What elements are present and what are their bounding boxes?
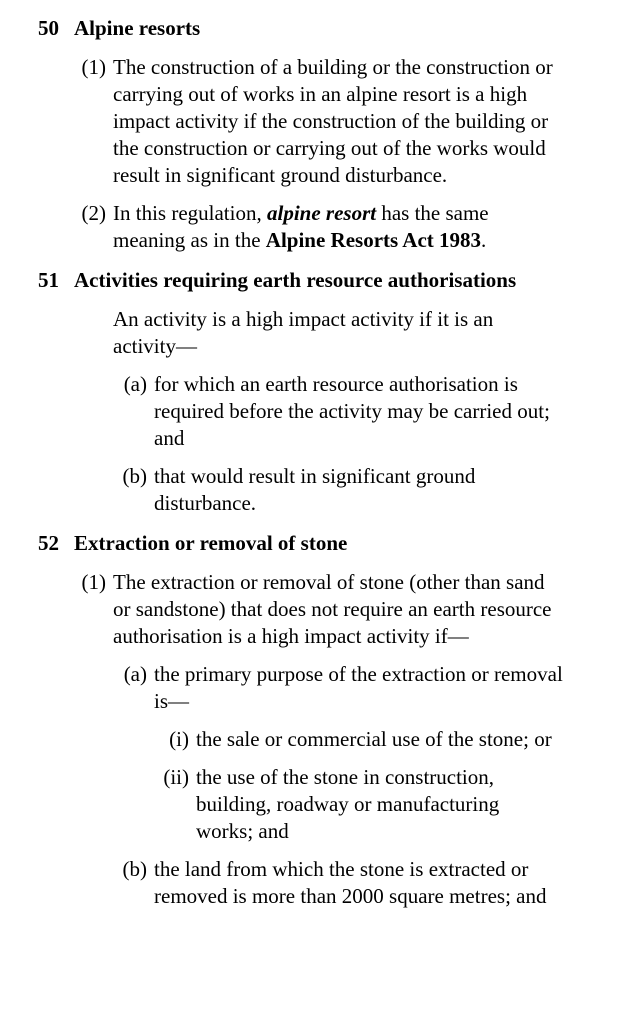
provision-text: The extraction or removal of stone (other than sand or sandstone) that does not require an earth resource authorisation is a high impact activity if— — [113, 570, 552, 648]
provision-label: (2) — [81, 201, 106, 225]
section-title: Activities requiring earth resource authorisations — [74, 268, 517, 292]
provision-text: An activity is a high impact activity if it is an activity— — [113, 307, 494, 358]
provision-label: (a) — [123, 372, 147, 396]
provision — [118, 661, 628, 715]
provision-text: the land from which the stone is extracted or removed is more than 2000 square metres; and — [154, 857, 547, 908]
provision — [78, 54, 628, 189]
provision — [78, 200, 628, 254]
provision-label: (ii) — [163, 765, 189, 789]
section-heading — [0, 15, 628, 42]
provision — [155, 764, 628, 845]
provision — [155, 726, 628, 753]
provision-text: The construction of a building or the construction or carrying out of works in an alpine resort is a high impact activity if the construction of the building or the construction or carrying out of the works would result in significant ground disturbance. — [113, 55, 553, 187]
provision-text: the use of the stone in construction, building, roadway or manufacturing works; and — [196, 765, 500, 843]
provision-label: (b) — [122, 464, 147, 488]
provision — [118, 856, 628, 910]
section-heading — [0, 267, 628, 294]
provision — [113, 306, 628, 360]
provision-label: (b) — [122, 857, 147, 881]
provision-label: (1) — [81, 570, 106, 594]
provision-text: that would result in significant ground disturbance. — [154, 464, 476, 515]
text-run: Alpine Resorts Act 1983 — [265, 228, 482, 252]
provision-text: the primary purpose of the extraction or removal is— — [154, 662, 563, 713]
provision-text — [113, 200, 565, 254]
section-heading — [0, 530, 628, 557]
provision-label: (1) — [81, 55, 106, 79]
section — [0, 530, 628, 910]
provision — [78, 569, 628, 650]
provision-text: for which an earth resource authorisation is required before the activity may be carried out; and — [154, 372, 550, 450]
section — [0, 267, 628, 517]
text-run: has the same meaning as in the — [113, 201, 489, 252]
provision-label: (i) — [169, 727, 189, 751]
section-number: 50 — [38, 16, 59, 40]
provision — [118, 371, 628, 452]
provision — [118, 463, 628, 517]
section-title: Extraction or removal of stone — [74, 531, 348, 555]
section-title: Alpine resorts — [74, 16, 201, 40]
provision-label: (a) — [123, 662, 147, 686]
text-run: alpine resort — [266, 201, 377, 225]
section — [0, 15, 628, 254]
text-run: In this regulation, — [113, 201, 267, 225]
provision-text: the sale or commercial use of the stone; or — [196, 727, 552, 751]
section-number: 51 — [38, 268, 59, 292]
section-number: 52 — [38, 531, 59, 555]
text-run: . — [481, 228, 487, 252]
